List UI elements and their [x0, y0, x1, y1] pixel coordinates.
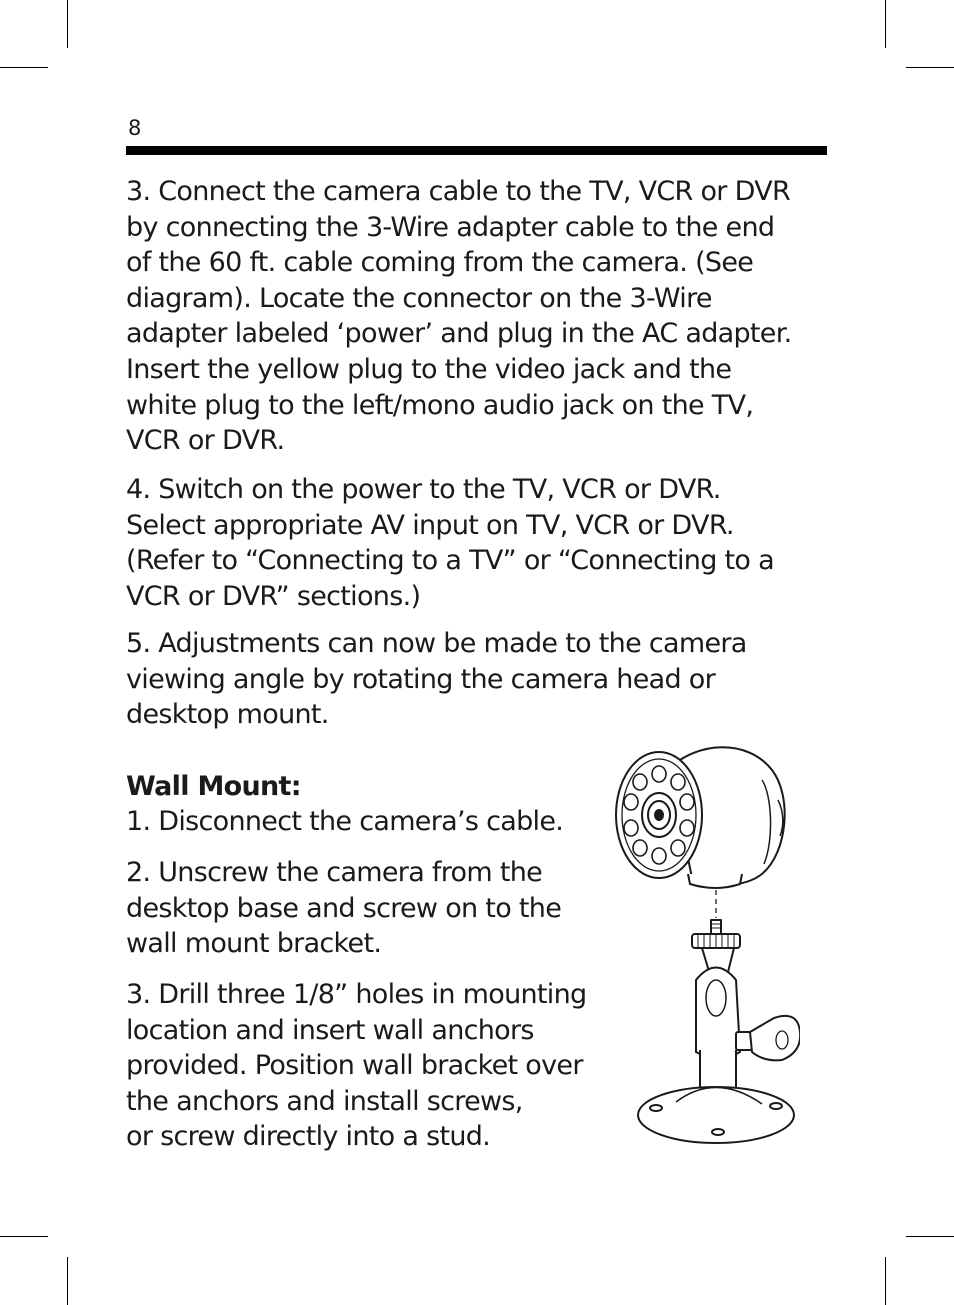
- text-line: desktop mount.: [126, 699, 329, 731]
- crop-mark: [906, 1236, 954, 1237]
- step-5-paragraph: [126, 626, 747, 733]
- text-line: diagram). Locate the connector on the 3-Wire: [126, 282, 712, 314]
- crop-mark: [67, 0, 68, 48]
- text-line: desktop base and screw on to the: [126, 892, 562, 924]
- header-rule: [126, 146, 827, 155]
- text-line: 2. Unscrew the camera from the: [126, 857, 543, 888]
- text-line: VCR or DVR.: [126, 425, 285, 457]
- screw-hole: [770, 1103, 782, 1109]
- text-line: by connecting the 3-Wire adapter cable to the end: [126, 211, 775, 243]
- text-line: 3. Drill three 1/8” holes in mounting: [126, 979, 587, 1010]
- screw-hole: [650, 1105, 662, 1111]
- mount-screw: [711, 920, 721, 934]
- crop-mark: [0, 67, 48, 68]
- text-line: (Refer to “Connecting to a TV” or “Connecting to a: [126, 545, 774, 577]
- text-line: provided. Position wall bracket over: [126, 1050, 583, 1082]
- ir-led: [680, 794, 694, 810]
- wall-mount-step-1: [126, 804, 563, 840]
- text-line: location and insert wall anchors: [126, 1014, 534, 1046]
- wall-mount-heading: Wall Mount:: [126, 771, 301, 802]
- ir-led: [671, 840, 685, 856]
- swivel-arm: [696, 968, 740, 1059]
- text-line: wall mount bracket.: [126, 928, 382, 960]
- crop-mark: [67, 1257, 68, 1305]
- ir-led: [652, 848, 666, 864]
- text-line: VCR or DVR” sections.): [126, 580, 421, 612]
- text-line: viewing angle by rotating the camera head or: [126, 663, 716, 695]
- ir-led: [633, 840, 647, 856]
- tension-knob: [750, 1016, 800, 1060]
- crop-mark: [885, 1257, 886, 1305]
- text-line: adapter labeled ‘power’ and plug in the AC adapter.: [126, 318, 792, 350]
- wall-mount-step-2: [126, 855, 561, 962]
- text-line: 1. Disconnect the camera’s cable.: [126, 806, 564, 837]
- step-4-paragraph: [126, 472, 774, 614]
- text-line: 5. Adjustments can now be made to the camera: [126, 628, 747, 659]
- ir-led: [652, 766, 666, 782]
- page-number: 8: [128, 116, 142, 140]
- camera-wall-mount-illustration: [612, 740, 800, 1150]
- wall-mount-step-3: [126, 977, 586, 1155]
- ir-led: [680, 820, 694, 836]
- text-line: Select appropriate AV input on TV, VCR or DVR.: [126, 509, 734, 541]
- text-line: the anchors and install screws,: [126, 1085, 523, 1117]
- ir-led: [671, 774, 685, 790]
- text-line: Insert the yellow plug to the video jack and the: [126, 353, 732, 385]
- ir-led: [633, 774, 647, 790]
- text-line: white plug to the left/mono audio jack on the TV,: [126, 389, 754, 421]
- step-3-paragraph: [126, 174, 792, 459]
- screw-hole: [712, 1129, 724, 1135]
- text-line: of the 60 ft. cable coming from the camera. (See: [126, 247, 754, 279]
- ir-led: [624, 794, 638, 810]
- crop-mark: [0, 1236, 48, 1237]
- text-line: 3. Connect the camera cable to the TV, VCR or DVR: [126, 176, 791, 207]
- text-line: or screw directly into a stud.: [126, 1121, 491, 1153]
- crop-mark: [906, 67, 954, 68]
- text-line: 4. Switch on the power to the TV, VCR or DVR.: [126, 474, 721, 505]
- ir-led: [624, 820, 638, 836]
- crop-mark: [885, 0, 886, 48]
